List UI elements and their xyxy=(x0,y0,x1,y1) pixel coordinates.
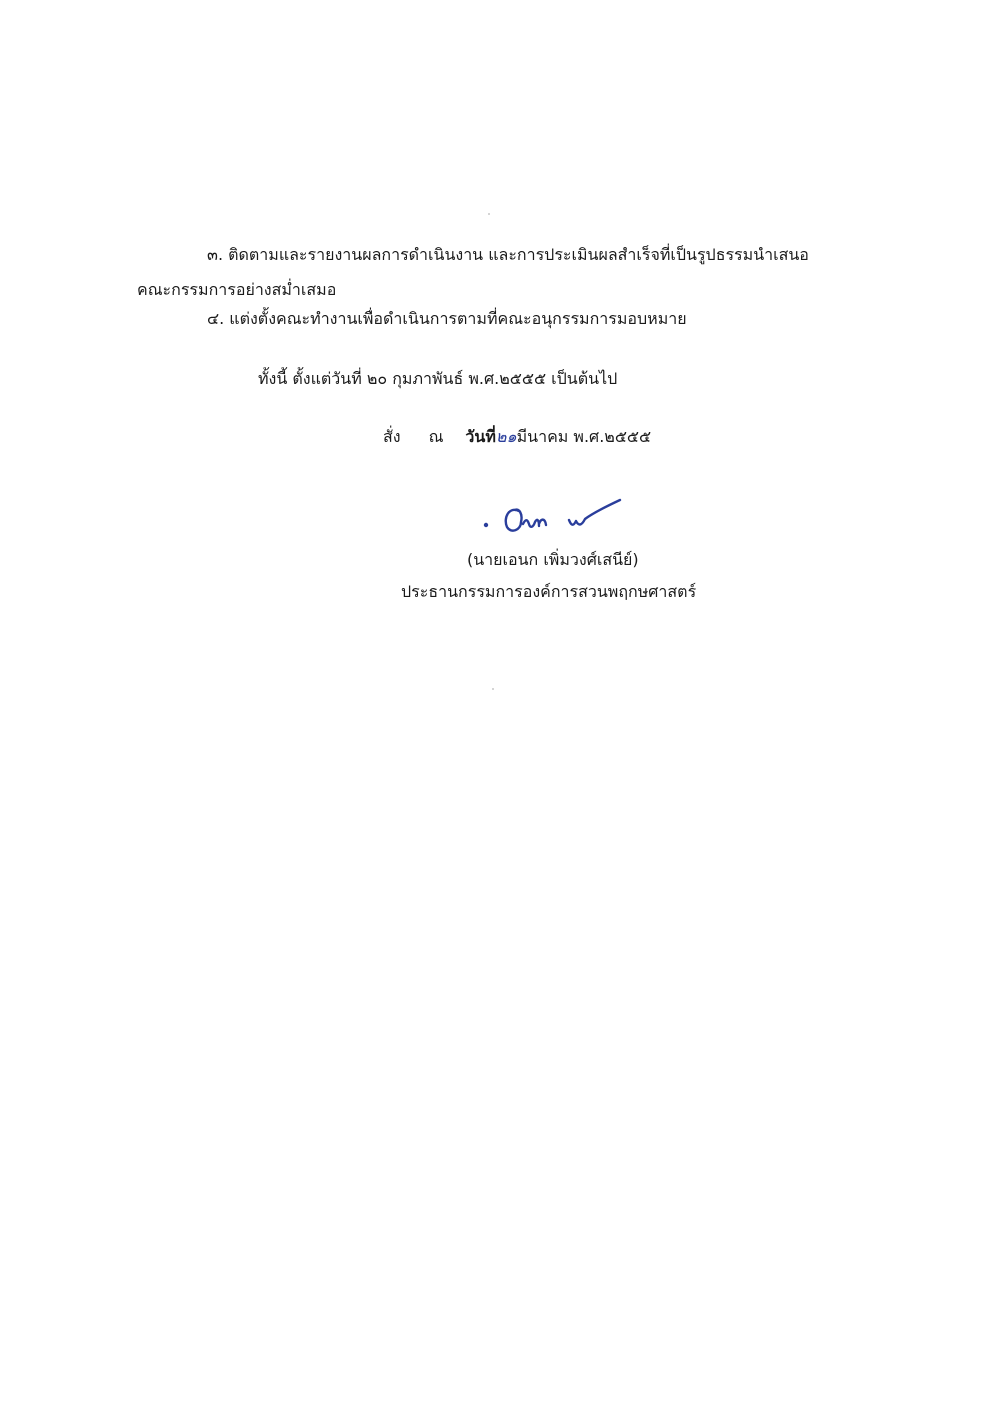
day-word: วันที่ xyxy=(465,427,496,446)
item-4: ๔. แต่งตั้งคณะทำงานเพื่อดำเนินการตามที่คณะอนุกรรมการมอบหมาย xyxy=(207,309,687,328)
handwritten-day-number: ๒๑ xyxy=(495,427,517,446)
signer-title: ประธานกรรมการองค์การสวนพฤกษศาสตร์ xyxy=(401,582,697,601)
effective-date-clause: ทั้งนี้ ตั้งแต่วันที่ ๒๐ กุมภาพันธ์ พ.ศ.๒๕๕๕ เป็นต้นไป xyxy=(258,369,618,388)
order-date-line xyxy=(383,426,651,448)
item-3-line-1: ๓. ติดตามและรายงานผลการดำเนินงาน และการประเมินผลสำเร็จที่เป็นรูปธรรมนำเสนอ xyxy=(207,245,809,264)
item-3-line-2: คณะกรรมการอย่างสม่ำเสมอ xyxy=(137,280,337,299)
at-word: ณ xyxy=(428,427,444,446)
scan-speck xyxy=(492,688,494,690)
order-word: สั่ง xyxy=(383,427,401,446)
handwritten-signature xyxy=(475,494,625,538)
signer-name: (นายเอนก เพิ่มวงศ์เสนีย์) xyxy=(467,550,639,569)
scan-speck xyxy=(488,213,490,215)
month-year: มีนาคม พ.ศ.๒๕๕๕ xyxy=(516,427,652,446)
